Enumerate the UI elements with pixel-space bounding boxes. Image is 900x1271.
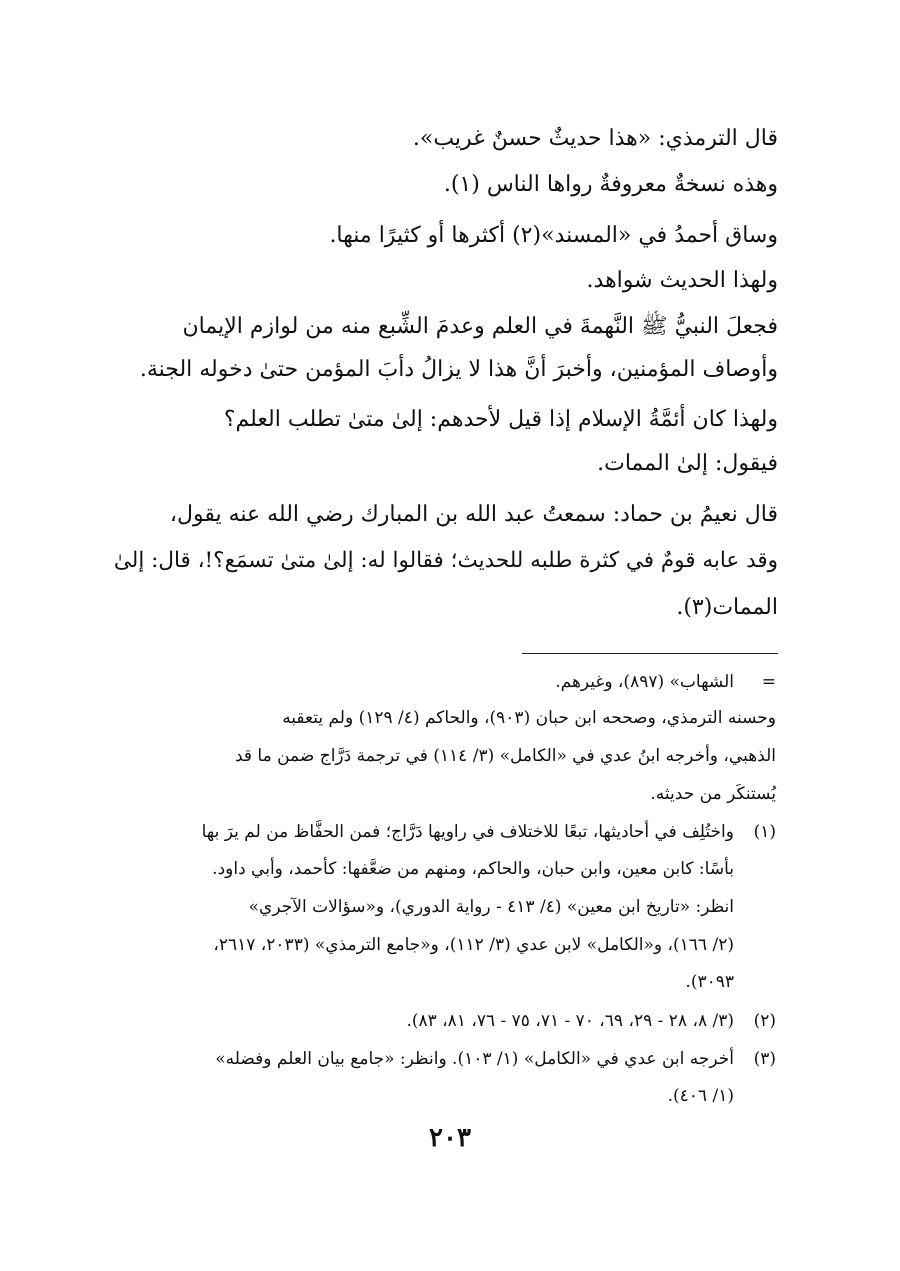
footnote-continuation-marker: = (761, 672, 776, 692)
footnote-line: الذهبي، وأخرجه ابنُ عدي في «الكامل» (٣/ ١١٤) في ترجمة دَرَّاج ضمن ما قد (234, 746, 776, 766)
body-line: قال نعيمُ بن حماد: سمعتُ عبد الله بن المبارك رضي الله عنه يقول، (169, 502, 778, 527)
footnote-line: ٣٠٩٣). (685, 972, 734, 992)
footnote-line: انظر: «تاريخ ابن معين» (٤/ ٤١٣ - رواية الدوري)، و«سؤالات الآجري» (248, 897, 734, 917)
body-line: ولهذا الحديث شواهد. (586, 268, 778, 293)
body-line: قال الترمذي: «هذا حديثٌ حسنٌ غريب». (412, 126, 778, 151)
footnote-line: يُستنكَر من حديثه. (650, 784, 776, 804)
footnote-line: (٣/ ٨، ٢٨ - ٢٩، ٦٩، ٧٠ - ٧١، ٧٥ - ٧٦، ٨١، ٨٣). (406, 1011, 734, 1031)
footnote-line: الشهاب» (٨٩٧)، وغيرهم. (555, 672, 734, 692)
footnote-line: (١/ ٤٠٦). (667, 1086, 734, 1106)
body-line: فجعلَ النبيُّ ﷺ النَّهمةَ في العلم وعدمَ الشِّبع منه من لوازم الإيمان (182, 314, 778, 339)
footnote-number: (٣) (753, 1049, 776, 1069)
footnote-separator (522, 653, 778, 654)
body-line: ولهذا كان أئمَّةُ الإسلام إذا قيل لأحدهم: إلىٰ متىٰ تطلب العلم؟ (223, 407, 778, 432)
footnote-line: بأسًا: كابن معين، وابن حبان، والحاكم، ومنهم من ضعَّفها: كأحمد، وأبي داود. (212, 859, 734, 879)
body-line: وقد عابه قومٌ في كثرة طلبه للحديث؛ فقالوا له: إلىٰ متىٰ تسمَع؟!، قال: إلىٰ (113, 548, 778, 573)
footnote-line: وحسنه الترمذي، وصححه ابن حبان (٩٠٣)، والحاكم (٤/ ١٢٩) ولم يتعقبه (282, 708, 776, 728)
footnote-line: واختُلِف في أحاديثها، تبعًا للاختلاف في راويها دَرَّاج؛ فمن الحفَّاظ من لم يرَ بها (201, 822, 734, 842)
page-number: ٢٠٣ (429, 1123, 471, 1153)
body-line: الممات(٣). (676, 595, 778, 620)
footnote-number: (١) (753, 822, 776, 842)
body-line: وساق أحمدُ في «المسند»(٢) أكثرها أو كثيرًا منها. (329, 223, 778, 248)
body-line: وهذه نسخةٌ معروفةٌ رواها الناس (١). (443, 172, 778, 197)
body-line: وأوصاف المؤمنين، وأخبرَ أنَّ هذا لا يزالُ دأبَ المؤمن حتىٰ دخوله الجنة. (139, 357, 778, 382)
body-line: فيقول: إلىٰ الممات. (597, 451, 778, 476)
footnote-number: (٢) (753, 1011, 776, 1031)
footnote-line: أخرجه ابن عدي في «الكامل» (١/ ١٠٣). وانظر: «جامع بيان العلم وفضله» (215, 1049, 734, 1069)
footnote-line: (٢/ ١٦٦)، و«الكامل» لابن عدي (٣/ ١١٢)، و«جامع الترمذي» (٢٠٣٣، ٢٦١٧، (213, 935, 734, 955)
